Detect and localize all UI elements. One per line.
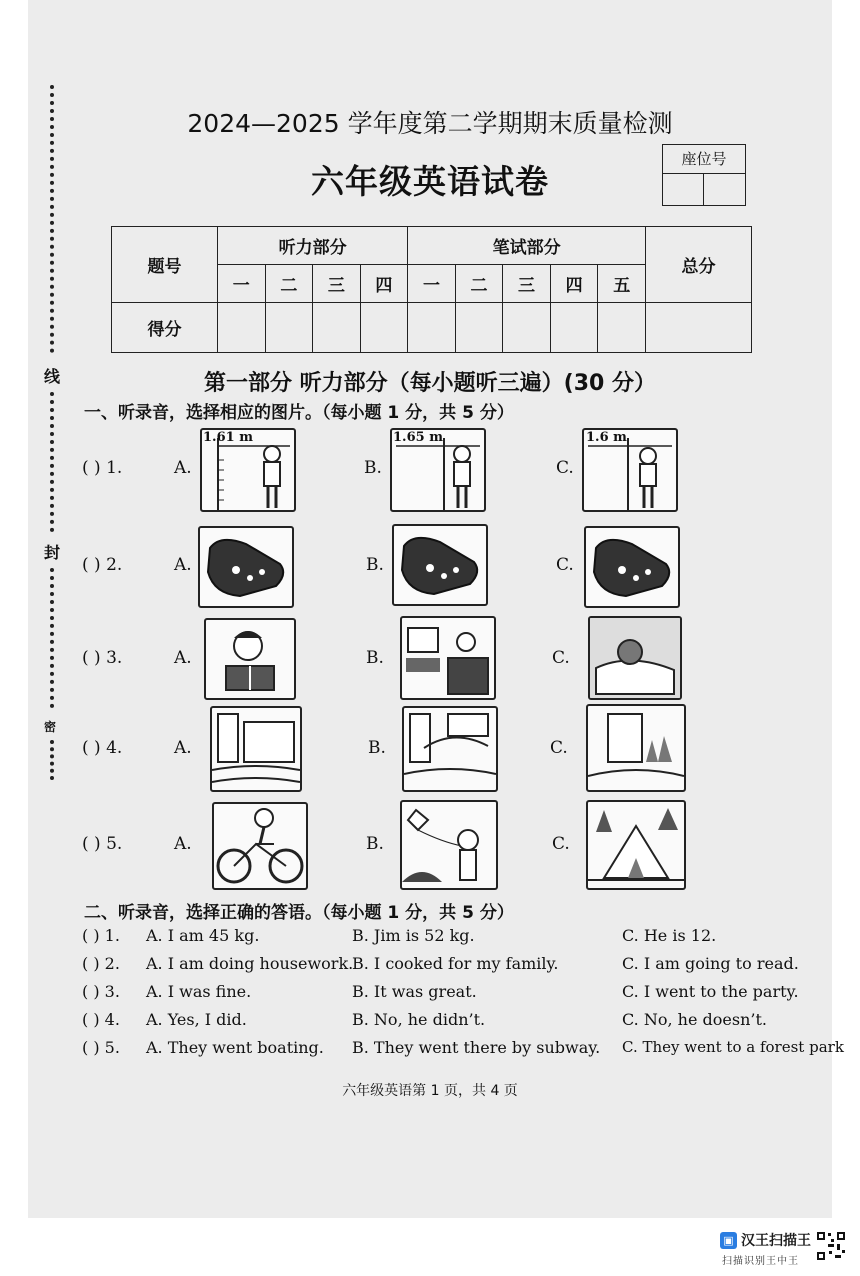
- option-label: A.: [174, 834, 192, 854]
- answer-option-b: B. No, he didn’t.: [352, 1010, 486, 1029]
- question-number: ( ) 2.: [82, 555, 123, 575]
- listening-col: 二: [265, 265, 313, 303]
- scanner-name: 汉王扫描王: [741, 1233, 811, 1249]
- answer-option-a: A. Yes, I did.: [146, 1010, 247, 1029]
- listening-col: 一: [218, 265, 266, 303]
- qr-code-icon: [816, 1231, 846, 1261]
- writing-part-header: 笔试部分: [408, 227, 646, 265]
- option-label: A.: [174, 458, 192, 478]
- binding-dotted-line: [50, 568, 54, 708]
- answer-question-number: ( ) 5.: [82, 1038, 120, 1057]
- score-cell: [455, 303, 503, 353]
- answer-option-c: C. They went to a forest park: [622, 1038, 844, 1056]
- binding-char-mi: 密: [44, 720, 57, 734]
- exam-title-line2: 六年级英语试卷: [311, 162, 549, 201]
- sleeping-picture: [588, 616, 682, 700]
- writing-col: 五: [598, 265, 646, 303]
- writing-col: 四: [550, 265, 598, 303]
- listening-part-header: 听力部分: [218, 227, 408, 265]
- section2-heading: 二、听录音，选择正确的答语。（每小题 1 分，共 5 分）: [84, 903, 514, 923]
- camping-picture: [586, 800, 686, 890]
- option-label: C.: [556, 555, 574, 575]
- score-cell: [265, 303, 313, 353]
- option-label: C.: [556, 458, 574, 478]
- answer-option-b: B. It was great.: [352, 982, 477, 1001]
- height-label-c: 1.6 m: [586, 430, 627, 445]
- writing-col: 一: [408, 265, 456, 303]
- seat-number-box: [662, 144, 746, 206]
- answer-option-b: B. I cooked for my family.: [352, 954, 559, 973]
- score-cell: [360, 303, 408, 353]
- question-number-label: 题号: [112, 227, 218, 303]
- school-picture-c: [586, 704, 686, 792]
- score-row-label: 得分: [112, 303, 218, 353]
- binding-dotted-line: [50, 392, 54, 532]
- school-picture-b: [402, 706, 498, 792]
- height-label-b: 1.65 m: [393, 430, 443, 445]
- option-label: B.: [366, 648, 384, 668]
- scanner-logo-icon: ▣: [720, 1232, 737, 1249]
- answer-option-c: C. He is 12.: [622, 926, 717, 945]
- answer-option-a: A. I was fine.: [146, 982, 252, 1001]
- score-cell: [646, 303, 752, 353]
- section1-heading: 一、听录音，选择相应的图片。（每小题 1 分，共 5 分）: [84, 403, 514, 423]
- shoe-picture-b: [392, 524, 488, 606]
- option-label: A.: [174, 648, 192, 668]
- kite-flying-picture: [400, 800, 498, 890]
- answer-option-a: A. I am doing housework.: [146, 954, 354, 973]
- school-picture-a: [210, 706, 302, 792]
- scanner-tagline: 扫描识别王中王: [722, 1256, 799, 1267]
- part1-heading: 第一部分 听力部分（每小题听三遍）(30 分）: [204, 371, 656, 396]
- shoe-picture-a: [198, 526, 294, 608]
- score-cell: [550, 303, 598, 353]
- option-label: C.: [552, 648, 570, 668]
- binding-dotted-line: [50, 740, 54, 780]
- binding-char-feng: 封: [44, 543, 61, 562]
- shoe-picture-c: [584, 526, 680, 608]
- listening-col: 四: [360, 265, 408, 303]
- answer-option-a: A. They went boating.: [146, 1038, 324, 1057]
- question-number: ( ) 5.: [82, 834, 123, 854]
- answer-option-c: C. No, he doesn’t.: [622, 1010, 767, 1029]
- answer-option-b: B. Jim is 52 kg.: [352, 926, 475, 945]
- score-cell: [218, 303, 266, 353]
- watching-tv-picture: [400, 616, 496, 700]
- writing-col: 二: [455, 265, 503, 303]
- exam-title-line1: 2024—2025 学年度第二学期期末质量检测: [187, 109, 673, 138]
- option-label: B.: [364, 458, 382, 478]
- option-label: B.: [368, 738, 386, 758]
- reading-book-picture: [204, 618, 296, 700]
- answer-option-c: C. I went to the party.: [622, 982, 799, 1001]
- height-label-a: 1.61 m: [203, 430, 253, 445]
- score-cell: [598, 303, 646, 353]
- writing-col: 三: [503, 265, 551, 303]
- option-label: B.: [366, 834, 384, 854]
- score-cell: [313, 303, 361, 353]
- option-label: C.: [550, 738, 568, 758]
- option-label: B.: [366, 555, 384, 575]
- answer-question-number: ( ) 1.: [82, 926, 120, 945]
- answer-option-a: A. I am 45 kg.: [146, 926, 260, 945]
- option-label: A.: [174, 738, 192, 758]
- score-cell: [408, 303, 456, 353]
- question-number: ( ) 4.: [82, 738, 123, 758]
- question-number: ( ) 3.: [82, 648, 123, 668]
- score-table: [111, 226, 752, 353]
- answer-option-b: B. They went there by subway.: [352, 1038, 601, 1057]
- listening-col: 三: [313, 265, 361, 303]
- answer-option-c: C. I am going to read.: [622, 954, 799, 973]
- answer-question-number: ( ) 4.: [82, 1010, 120, 1029]
- seat-number-label: 座位号: [663, 145, 745, 174]
- question-number: ( ) 1.: [82, 458, 123, 478]
- answer-question-number: ( ) 3.: [82, 982, 120, 1001]
- total-score-header: 总分: [646, 227, 752, 303]
- page-footer: 六年级英语第 1 页，共 4 页: [342, 1083, 518, 1099]
- option-label: C.: [552, 834, 570, 854]
- score-cell: [503, 303, 551, 353]
- binding-char-xian: 线: [44, 367, 61, 386]
- answer-question-number: ( ) 2.: [82, 954, 120, 973]
- option-label: A.: [174, 555, 192, 575]
- cycling-picture: [212, 802, 308, 890]
